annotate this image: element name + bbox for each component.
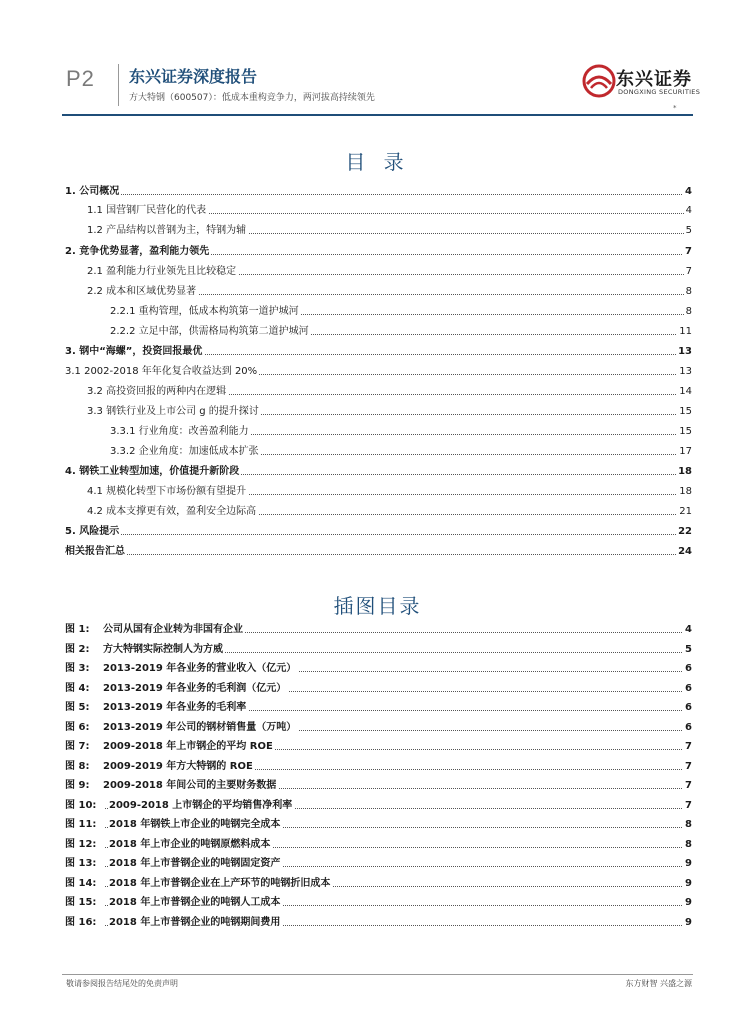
toc-entry-label: 2. 竞争优势显著，盈利能力领先: [65, 244, 211, 260]
toc-entry[interactable]: [65, 244, 692, 260]
toc-entry-label: 3.3 钢铁行业及上市公司 g 的提升探讨: [87, 404, 261, 420]
footer-rule: [62, 974, 693, 975]
figure-number: 图 15:: [65, 895, 98, 911]
figure-number: 图 6:: [65, 720, 91, 736]
figure-label: 2018 年钢铁上市企业的吨钢完全成本: [109, 817, 282, 833]
figure-entry[interactable]: [65, 876, 692, 892]
figure-entry[interactable]: [65, 720, 692, 736]
figure-label: 方大特钢实际控制人为方威: [103, 642, 225, 658]
toc-entry-page: 8: [684, 304, 692, 320]
toc-entry-label: 1.2 产品结构以普钢为主，特钢为辅: [87, 223, 248, 239]
toc-entry-page: 21: [677, 504, 692, 520]
toc-entry[interactable]: [65, 364, 692, 380]
figure-entry[interactable]: [65, 642, 692, 658]
toc-entry[interactable]: [65, 284, 692, 300]
toc-entry-page: 13: [677, 364, 692, 380]
toc-entry-label: 3.3.1 行业角度：改善盈利能力: [110, 424, 251, 440]
toc-entry[interactable]: [65, 384, 692, 400]
figure-page: 8: [683, 837, 692, 853]
toc-entry-label: 相关报告汇总: [65, 544, 127, 560]
toc-entry-page: 24: [676, 544, 692, 560]
figure-label: 2009-2018 年上市钢企的平均 ROE: [103, 739, 275, 755]
figure-page: 9: [683, 856, 692, 872]
toc-entry-page: 4: [683, 184, 692, 200]
page-header: [0, 0, 755, 120]
toc-entry-label: 3. 钢中“海螺”，投资回报最优: [65, 344, 204, 360]
toc-leader-dots: [65, 194, 692, 195]
toc-entry-label: 5. 风险提示: [65, 524, 121, 540]
figure-number: 图 1:: [65, 622, 91, 638]
toc-entry[interactable]: [65, 264, 692, 280]
figure-number: 图 16:: [65, 915, 98, 931]
toc-entry[interactable]: [65, 304, 692, 320]
toc-title: 目 录: [345, 150, 410, 174]
figure-number: 图 2:: [65, 642, 91, 658]
toc-entry-page: 15: [677, 424, 692, 440]
figure-entry[interactable]: [65, 700, 692, 716]
toc-entry[interactable]: [65, 444, 692, 460]
page-number: P2: [66, 66, 95, 91]
figure-label: 2018 年上市普钢企业的吨钢固定资产: [109, 856, 282, 872]
toc-entry[interactable]: [65, 424, 692, 440]
toc-leader-dots: [65, 534, 692, 535]
toc-entry-page: 13: [676, 344, 692, 360]
figure-label: 2018 年上市企业的吨钢原燃料成本: [109, 837, 272, 853]
figure-entry[interactable]: [65, 895, 692, 911]
figure-number: 图 12:: [65, 837, 98, 853]
figure-number: 图 14:: [65, 876, 98, 892]
figure-number: 图 5:: [65, 700, 91, 716]
toc-entry-page: 15: [677, 404, 692, 420]
toc-entry[interactable]: [65, 184, 692, 200]
toc-entry-page: 18: [676, 464, 692, 480]
figure-label: 2013-2019 年公司的钢材销售量（万吨）: [103, 720, 298, 736]
toc-entry[interactable]: [65, 223, 692, 239]
figure-entry[interactable]: [65, 837, 692, 853]
figure-number: 图 4:: [65, 681, 91, 697]
figure-entry[interactable]: [65, 915, 692, 931]
header-divider: [118, 64, 119, 106]
figure-entry[interactable]: [65, 661, 692, 677]
figure-label: 2018 年上市普钢企业的吨钢人工成本: [109, 895, 282, 911]
toc-entry-label: 4.1 规模化转型下市场份额有望提升: [87, 484, 248, 500]
report-title: 东兴证券深度报告: [129, 67, 258, 86]
toc-entry-label: 3.1 2002-2018 年年化复合收益达到 20%: [65, 364, 259, 380]
toc-entry-label: 2.1 盈利能力行业领先且比较稳定: [87, 264, 238, 280]
figure-entry[interactable]: [65, 622, 692, 638]
figure-number: 图 13:: [65, 856, 98, 872]
logo-name-cn: 东兴证券: [616, 69, 692, 90]
header-star: *: [673, 104, 677, 112]
figure-page: 9: [683, 895, 692, 911]
toc-entry-page: 7: [684, 264, 692, 280]
figure-page: 7: [683, 759, 692, 775]
figure-page: 6: [683, 700, 692, 716]
figure-entry[interactable]: [65, 759, 692, 775]
figure-label: 2009-2018 年间公司的主要财务数据: [103, 778, 278, 794]
figure-entry[interactable]: [65, 681, 692, 697]
figure-label: 2013-2019 年各业务的毛利率: [103, 700, 248, 716]
figure-label: 2009-2018 上市钢企的平均销售净利率: [109, 798, 294, 814]
toc-entry-label: 2.2.1 重构管理，低成本构筑第一道护城河: [110, 304, 301, 320]
figure-page: 5: [683, 642, 692, 658]
toc-entry-label: 2.2.2 立足中部，供需格局构筑第二道护城河: [110, 324, 311, 340]
toc-entry[interactable]: [65, 544, 692, 560]
toc-entry-label: 3.2 高投资回报的两种内在逻辑: [87, 384, 228, 400]
figure-page: 6: [683, 681, 692, 697]
figure-entry[interactable]: [65, 739, 692, 755]
toc-entry-label: 1.1 国营钢厂民营化的代表: [87, 203, 208, 219]
figure-number: 图 7:: [65, 739, 91, 755]
toc-entry-page: 11: [677, 324, 692, 340]
figure-entry[interactable]: [65, 817, 692, 833]
logo-name-en: DONGXING SECURITIES: [618, 88, 701, 96]
figure-page: 7: [683, 798, 692, 814]
toc-entry-page: 22: [676, 524, 692, 540]
report-subtitle: 方大特钢（600507）：低成本重构竞争力，两河拔高持续领先: [129, 93, 375, 103]
figure-number: 图 10:: [65, 798, 98, 814]
toc-entry[interactable]: [65, 203, 692, 219]
toc-entry-page: 18: [677, 484, 692, 500]
figure-number: 图 3:: [65, 661, 91, 677]
toc-entry[interactable]: [65, 484, 692, 500]
figure-page: 6: [683, 661, 692, 677]
toc-entry-label: 1. 公司概况: [65, 184, 121, 200]
figure-page: 7: [683, 739, 692, 755]
figure-label: 2013-2019 年各业务的毛利润（亿元）: [103, 681, 288, 697]
toc-entry[interactable]: [65, 404, 692, 420]
figure-entry[interactable]: [65, 856, 692, 872]
header-rule: [62, 114, 693, 116]
toc-entry-page: 4: [684, 203, 692, 219]
toc-entry-page: 7: [683, 244, 692, 260]
toc-entry[interactable]: [65, 524, 692, 540]
toc-entry-page: 14: [677, 384, 692, 400]
figure-page: 8: [683, 817, 692, 833]
figure-page: 6: [683, 720, 692, 736]
toc-entry[interactable]: [65, 464, 692, 480]
figure-number: 图 9:: [65, 778, 91, 794]
toc-entry[interactable]: [65, 324, 692, 340]
figure-label: 公司从国有企业转为非国有企业: [103, 622, 245, 638]
footer-disclaimer: 敬请参阅报告结尾处的免责声明: [66, 979, 178, 988]
figure-label: 2009-2019 年方大特钢的 ROE: [103, 759, 255, 775]
toc-entry[interactable]: [65, 344, 692, 360]
footer-slogan: 东方财智 兴盛之源: [625, 979, 692, 988]
figure-entry[interactable]: [65, 798, 692, 814]
toc-entry-label: 3.3.2 企业角度：加速低成本扩张: [110, 444, 261, 460]
toc-entry[interactable]: [65, 504, 692, 520]
toc-entry-label: 4. 钢铁工业转型加速，价值提升新阶段: [65, 464, 241, 480]
toc-entry-page: 5: [684, 223, 692, 239]
figure-number: 图 11:: [65, 817, 98, 833]
figure-label: 2018 年上市普钢企业在上产环节的吨钢折旧成本: [109, 876, 332, 892]
figure-label: 2013-2019 年各业务的营业收入（亿元）: [103, 661, 298, 677]
figure-entry[interactable]: [65, 778, 692, 794]
toc-entry-page: 17: [677, 444, 692, 460]
figure-page: 4: [683, 622, 692, 638]
toc-entry-label: 2.2 成本和区域优势显著: [87, 284, 198, 300]
figures-title: 插图目录: [333, 594, 422, 618]
dongxing-logo-icon: [582, 64, 616, 98]
figure-label: 2018 年上市普钢企业的吨钢期间费用: [109, 915, 282, 931]
toc-leader-dots: [65, 554, 692, 555]
toc-entry-page: 8: [684, 284, 692, 300]
figure-number: 图 8:: [65, 759, 91, 775]
figure-page: 9: [683, 876, 692, 892]
toc-entry-label: 4.2 成本支撑更有效，盈利安全边际高: [87, 504, 258, 520]
figure-page: 9: [683, 915, 692, 931]
figure-page: 7: [683, 778, 692, 794]
